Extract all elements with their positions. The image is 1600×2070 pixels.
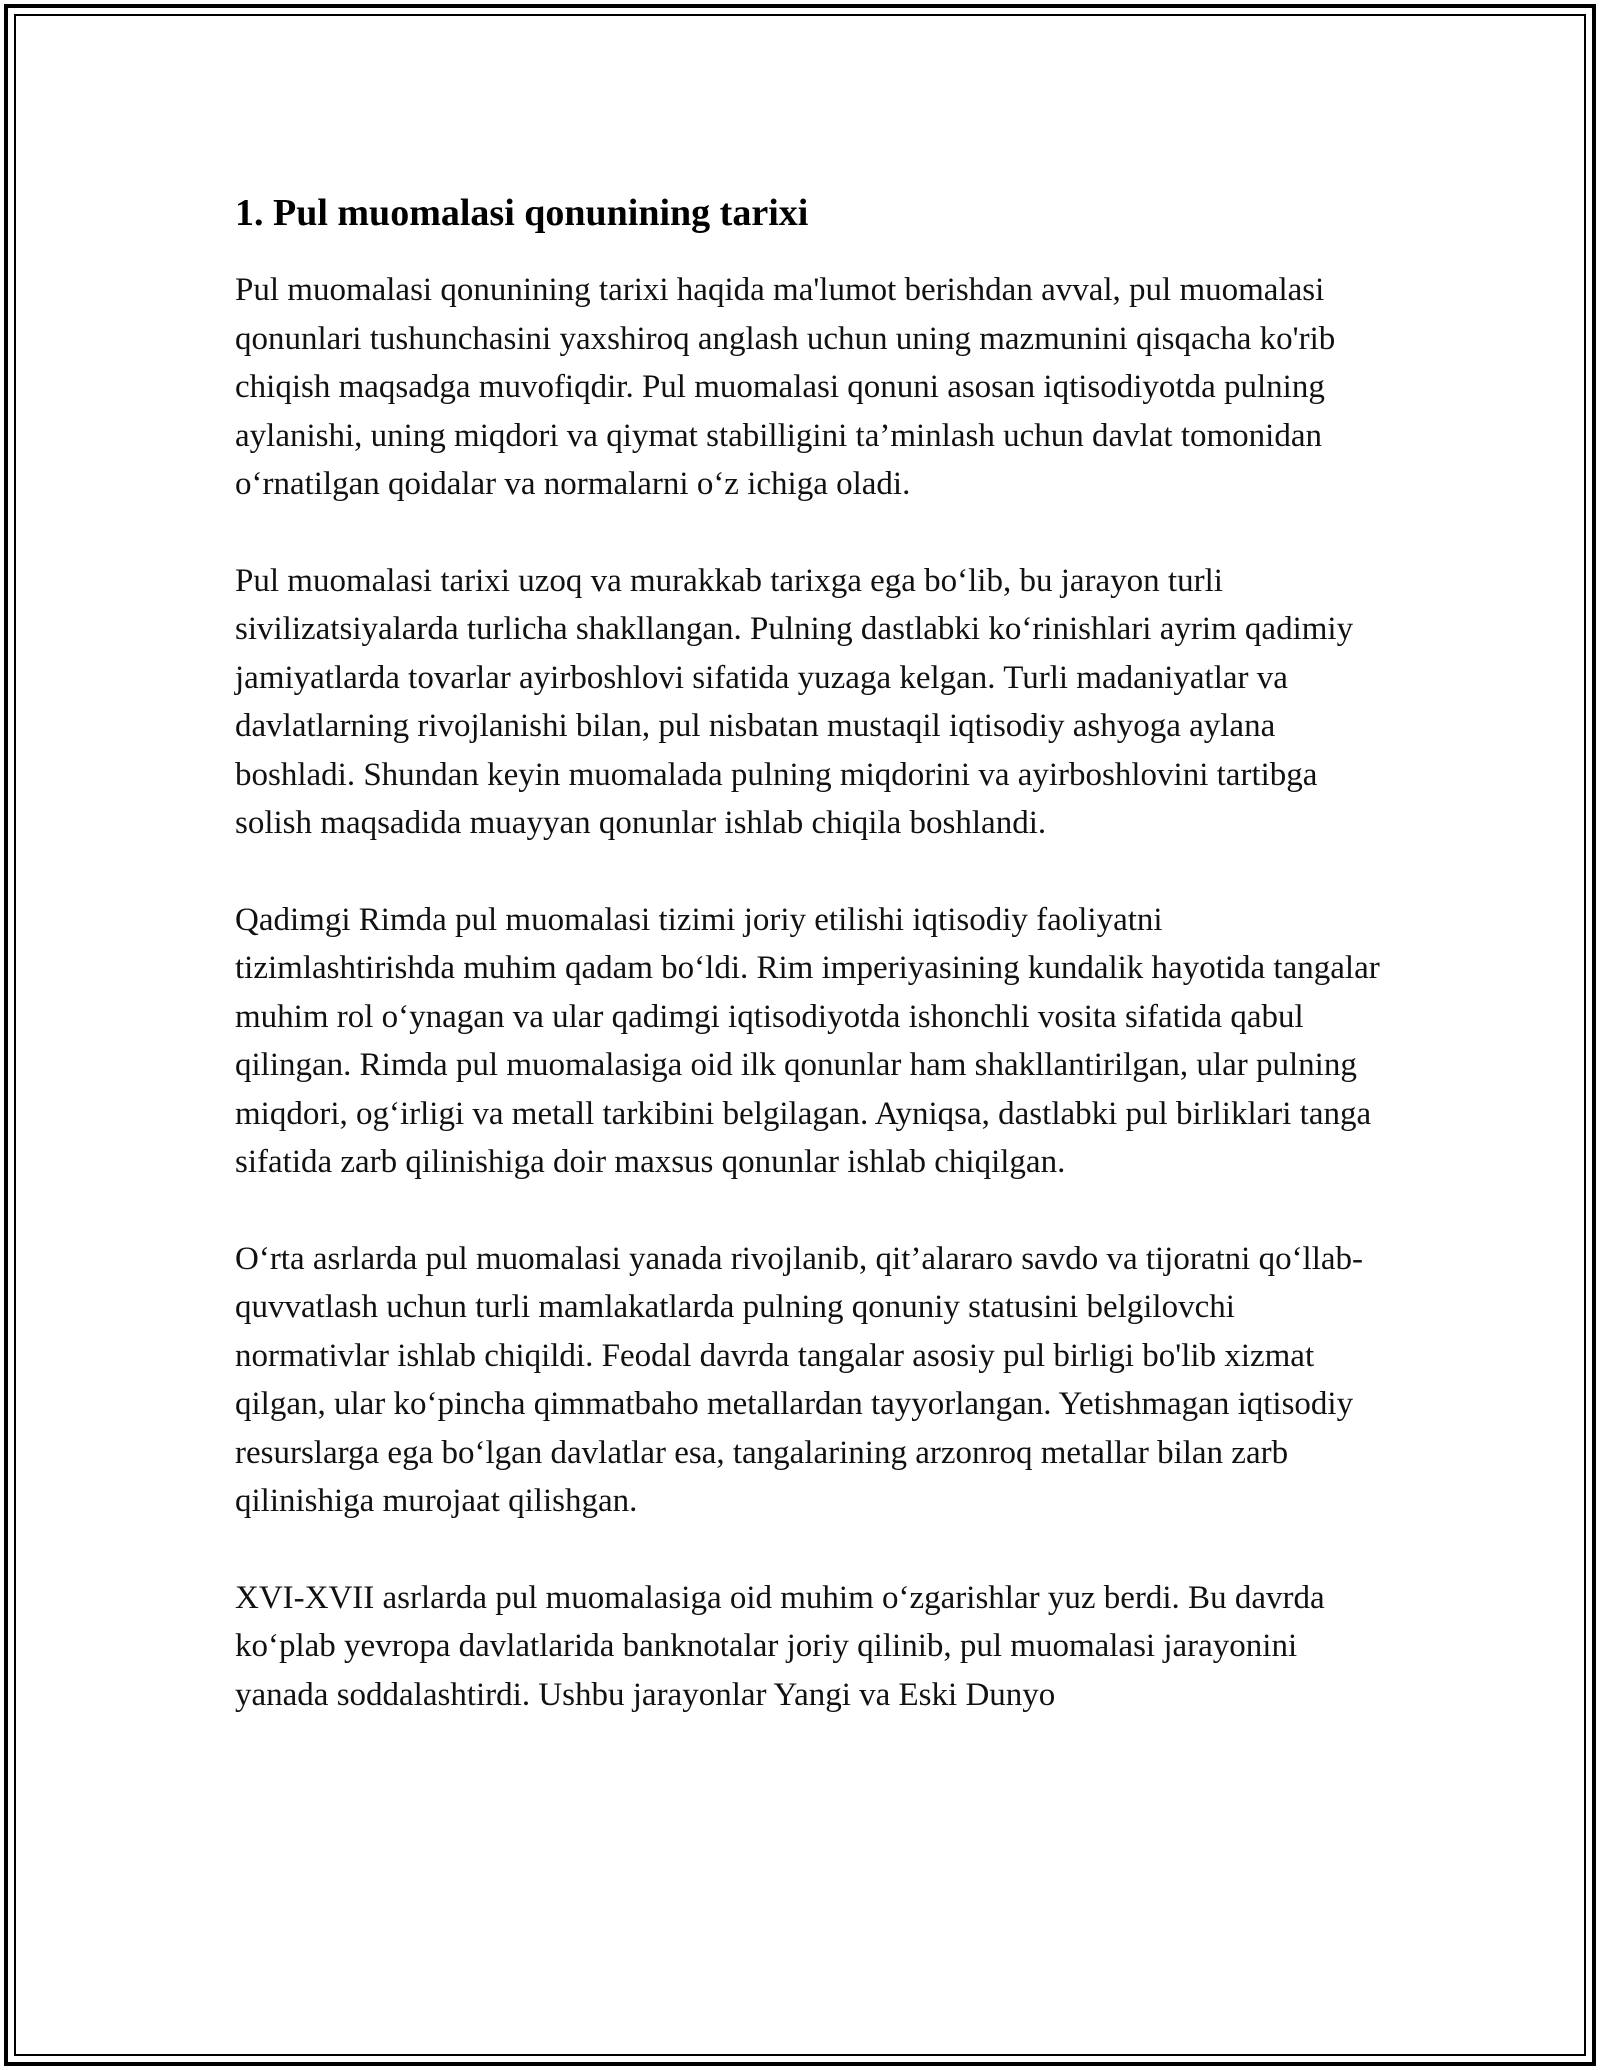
document-body bbox=[235, 186, 1385, 1767]
paragraph-5: XVI-XVII asrlarda pul muomalasiga oid muhim oʻzgarishlar yuz berdi. Bu davrda koʻplab yevropa davlatlarida banknotalar joriy qilinib, pul muomalasi jarayonini yanada soddalashtirdi. Ushbu jarayonlar Yangi va Eski Dunyo bbox=[235, 1579, 1325, 1713]
paragraph-3: Qadimgi Rimda pul muomalasi tizimi joriy etilishi iqtisodiy faoliyatni tizimlashtirishda muhim qadam boʻldi. Rim imperiyasining kundalik hayotida tangalar muhim rol oʻynagan va ular qadimgi iqtisodiyotda ishonchli vosita sifatida qabul qilingan. Rimda pul muomalasiga oid ilk qonunlar ham shakllantirilgan, ular pulning miqdori, ogʻirligi va metall tarkibini belgilagan. Ayniqsa, dastlabki pul birliklari tanga sifatida zarb qilinishiga doir maxsus qonunlar ishlab chiqilgan. bbox=[235, 901, 1380, 1180]
paragraph-4: Oʻrta asrlarda pul muomalasi yanada rivojlanib, qit’alararo savdo va tijoratni qoʻllab-quvvatlash uchun turli mamlakatlarda pulning qonuniy statusini belgilovchi normativlar ishlab chiqildi. Feodal davrda tangalar asosiy pul birligi bo'lib xizmat qilgan, ular koʻpincha qimmatbaho metallardan tayyorlangan. Yetishmagan iqtisodiy resurslarga ega boʻlgan davlatlar esa, tangalarining arzonroq metallar bilan zarb qilinishiga murojaat qilishgan. bbox=[235, 1240, 1364, 1519]
paragraph-2: Pul muomalasi tarixi uzoq va murakkab tarixga ega boʻlib, bu jarayon turli sivilizatsiyalarda turlicha shakllangan. Pulning dastlabki koʻrinishlari ayrim qadimiy jamiyatlarda tovarlar ayirboshlovi sifatida yuzaga kelgan. Turli madaniyatlar va davlatlarning rivojlanishi bilan, pul nisbatan mustaqil iqtisodiy ashyoga aylana boshladi. Shundan keyin muomalada pulning miqdorini va ayirboshlovini tartibga solish maqsadida muayyan qonunlar ishlab chiqila boshlandi. bbox=[235, 562, 1354, 841]
paragraph-1: Pul muomalasi qonunining tarixi haqida ma'lumot berishdan avval, pul muomalasi qonunlari tushunchasini yaxshiroq anglash uchun uning mazmunini qisqacha ko'rib chiqish maqsadga muvofiqdir. Pul muomalasi qonuni asosan iqtisodiyotda pulning aylanishi, uning miqdori va qiymat stabilligini ta’minlash uchun davlat tomonidan oʻrnatilgan qoidalar va normalarni oʻz ichiga oladi. bbox=[235, 272, 1336, 502]
section-heading: 1. Pul muomalasi qonunining tarixi bbox=[235, 192, 809, 234]
